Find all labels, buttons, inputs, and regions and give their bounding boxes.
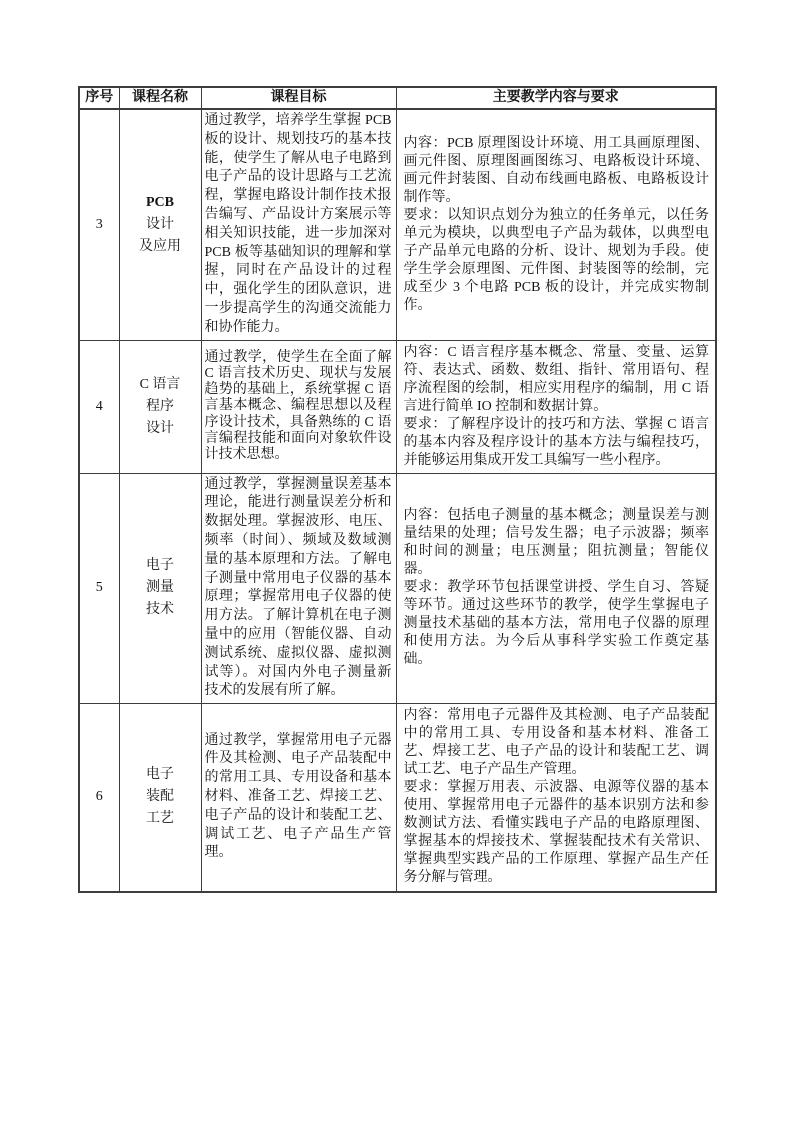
table-row xyxy=(79,473,716,704)
col-header-course-name: 课程名称 xyxy=(119,87,201,109)
row-number: 6 xyxy=(79,704,119,892)
row-number: 4 xyxy=(79,340,119,473)
requirements-paragraph: 要求：了解程序设计的技巧和方法、掌握 C 语言的基本内容及程序设计的基本方法与编程技巧，并能够运用集成开发工具编写一些小程序。 xyxy=(403,416,709,468)
course-table xyxy=(78,86,717,893)
content-paragraph: 内容：包括电子测量的基本概念；测量误差与测量结果的处理；信号发生器；电子示波器；频率和时间的测量；电压测量；阻抗测量；智能仪器。 xyxy=(403,508,709,578)
requirements-paragraph: 要求：教学环节包括课堂讲授、学生自习、答疑等环节。通过这些环节的教学，使学生掌握电子测量技术基础的基本方法，常用电子仪器的原理和使用方法。为今后从事科学实验工作奠定基础。 xyxy=(403,580,709,668)
course-name-line: 及应用 xyxy=(139,238,181,254)
course-name-line: C 语言 xyxy=(139,376,181,392)
content-paragraph: 内容：C 语言程序基本概念、常量、变量、运算符、表达式、函数、数组、指针、常用语句、程序流程图的绘制，相应实用程序的编制，用 C 语言进行简单 IO 控制和数据计算。 xyxy=(403,344,709,414)
course-name-line: 电子 xyxy=(146,558,174,574)
teaching-content xyxy=(396,704,716,892)
table-header xyxy=(79,87,716,109)
course-name-line: 电子 xyxy=(146,767,174,783)
course-name xyxy=(119,473,201,704)
course-name-line: 测量 xyxy=(146,580,174,596)
course-name xyxy=(119,340,201,473)
course-name-line: 装配 xyxy=(146,789,174,805)
row-number: 5 xyxy=(79,473,119,704)
content-paragraph: 内容：常用电子元器件及其检测、电子产品装配中的常用工具、专用设备和基本材料、准备工艺、焊接工艺、电子产品的设计和装配工艺、调试工艺、电子产品生产管理。 xyxy=(403,708,709,778)
requirements-paragraph: 要求：掌握万用表、示波器、电源等仪器的基本使用、掌握常用电子元器件的基本识别方法和参数测试方法、看懂实践电子产品的电路原理图、掌握基本的焊接技术、掌握装配技术有关常识、掌握典型实践产品的工作原理、掌握产品生产任务分解与管理。 xyxy=(403,780,709,886)
requirements-paragraph: 要求：以知识点划分为独立的任务单元，以任务单元为模块，以典型电子产品为载体，以典型电子产品单元电路的分析、设计、规划为手段。使学生学会原理图、元件图、封装图等的绘制，完成至少 3 个电路 PCB 板的设计，并完成实物制作。 xyxy=(403,207,709,313)
teaching-content xyxy=(396,109,716,340)
col-header-objective: 课程目标 xyxy=(201,87,396,109)
course-objective: 通过教学，掌握测量误差基本理论，能进行测量误差分析和数据处理。掌握波形、电压、频率（时间）、频域及数域测量的基本原理和方法。了解电子测量中常用电子仪器的基本原理；掌握常用电子仪器的使用方法。了解计算机在电子测量中的应用（智能仪器、自动测试系统、虚拟仪器、虚拟测试等）。对国内外电子测量新技术的发展有所了解。 xyxy=(201,473,396,704)
course-objective: 通过教学，培养学生掌握 PCB 板的设计、规划技巧的基本技能，使学生了解从电子电路到电子产品的设计思路与工艺流程，掌握电路设计制作技术报告编写、产品设计方案展示等相关知识技能，进一步加深对 PCB 板等基础知识的理解和掌握，同时在产品设计的过程中，强化学生的团队意识，进一步提高学生的沟通交流能力和协作能力。 xyxy=(201,109,396,340)
course-name-line: 工艺 xyxy=(146,811,174,827)
header-row xyxy=(79,87,716,109)
col-header-content: 主要教学内容与要求 xyxy=(396,87,716,109)
course-name-line: 设计 xyxy=(146,420,174,436)
course-name-line: PCB xyxy=(146,194,174,210)
col-header-no: 序号 xyxy=(79,87,119,109)
course-name-line: 技术 xyxy=(146,602,174,618)
table-row xyxy=(79,340,716,473)
course-objective: 通过教学，掌握常用电子元器件及其检测、电子产品装配中的常用工具、专用设备和基本材料、准备工艺、焊接工艺、电子产品的设计和装配工艺、调试工艺、电子产品生产管理。 xyxy=(201,704,396,892)
teaching-content xyxy=(396,340,716,473)
teaching-content xyxy=(396,473,716,704)
course-name xyxy=(119,704,201,892)
content-paragraph: 内容：PCB 原理图设计环境、用工具画原理图、画元件图、原理图画图练习、电路板设计环境、画元件封装图、自动布线画电路板、电路板设计制作等。 xyxy=(403,135,709,205)
table-row xyxy=(79,704,716,892)
course-name-line: 程序 xyxy=(146,398,174,414)
course-name xyxy=(119,109,201,340)
row-number: 3 xyxy=(79,109,119,340)
table-row xyxy=(79,109,716,340)
course-objective: 通过教学，使学生在全面了解 C 语言技术历史、现状与发展趋势的基础上，系统掌握 C 语言基本概念、编程思想以及程序设计技术，具备熟练的 C 语言编程技能和面向对象软件设计技术思想。 xyxy=(201,340,396,473)
course-name-line: 设计 xyxy=(146,216,174,232)
